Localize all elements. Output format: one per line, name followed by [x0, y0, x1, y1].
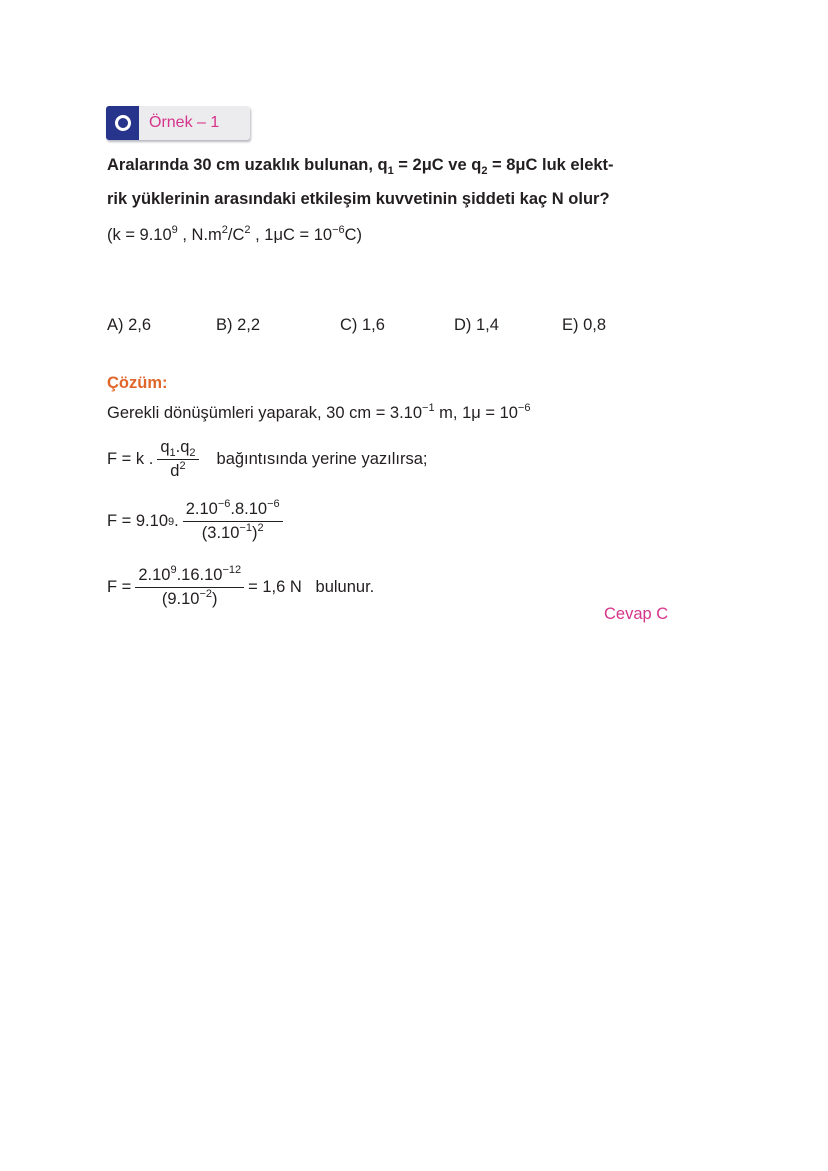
text: Aralarında 30 cm uzaklık bulunan, q — [107, 156, 388, 174]
fraction — [157, 438, 198, 481]
text: 2.10 — [138, 566, 171, 584]
text: F = 9.10 — [107, 512, 168, 530]
denominator — [170, 460, 185, 481]
superscript: −6 — [267, 498, 280, 510]
subscript: 2 — [189, 447, 196, 459]
formula-result — [107, 566, 374, 609]
answer-label: Cevap C — [604, 605, 669, 623]
denominator — [202, 522, 264, 543]
example-badge — [106, 106, 250, 140]
superscript: −6 — [332, 224, 345, 236]
text: ) — [212, 590, 218, 608]
superscript: 2 — [221, 224, 228, 236]
option-e: E) 0,8 — [562, 316, 607, 334]
badge-square — [106, 106, 139, 140]
result-text: = 1,6 N bulunur. — [248, 578, 375, 596]
text: ) — [251, 524, 258, 542]
option-b: B) 2,2 — [216, 316, 261, 334]
text: F = k . — [107, 450, 154, 468]
question-constants — [107, 226, 362, 245]
text: 2.10 — [185, 500, 218, 518]
subscript: 2 — [481, 165, 488, 177]
text: C) — [344, 226, 363, 244]
text: Gerekli dönüşümleri yaparak, 30 cm = 3.10 — [107, 404, 423, 422]
numerator — [183, 500, 283, 522]
text: m, 1μ = 10 — [434, 404, 518, 422]
superscript: 9 — [170, 564, 177, 576]
text: F = — [107, 578, 132, 596]
option-a: A) 2,6 — [107, 316, 152, 334]
text: /C — [227, 226, 245, 244]
text: = 2μC ve q — [393, 156, 482, 174]
question-line-2: rik yüklerinin arasındaki etkileşim kuvvetinin şiddeti kaç N olur? — [107, 190, 610, 208]
text: , N.m — [177, 226, 222, 244]
superscript: −2 — [199, 588, 213, 600]
subscript: 1 — [387, 165, 394, 177]
text: = 8μC luk elekt- — [487, 156, 614, 174]
text: (k = 9.10 — [107, 226, 172, 244]
text: bağıntısında yerine yazılırsa; — [216, 450, 428, 468]
formula-coulomb — [107, 438, 427, 481]
text: .8.10 — [230, 500, 268, 518]
ring-icon — [115, 115, 131, 131]
denominator — [162, 588, 218, 609]
superscript: 2 — [244, 224, 251, 236]
superscript: −12 — [222, 564, 242, 576]
superscript: 2 — [257, 522, 264, 534]
text: , 1μC = 10 — [250, 226, 333, 244]
option-c: C) 1,6 — [340, 316, 385, 334]
question-line-1 — [107, 156, 614, 175]
superscript: 2 — [179, 460, 186, 472]
text: (9.10 — [161, 590, 200, 608]
formula-substitution: F = 9.10 9 . $\frac{2.10^{-6}.8.10^{-6}}{(3.10^{-1})^2}$ — [107, 500, 287, 543]
text: .16.10 — [176, 566, 223, 584]
text: . — [174, 512, 179, 530]
badge-label: Örnek – 1 — [149, 114, 220, 131]
superscript: −6 — [517, 402, 531, 414]
solution-step-1 — [107, 404, 530, 423]
superscript: −6 — [217, 498, 231, 510]
text: d — [170, 462, 180, 480]
text: q — [160, 438, 170, 456]
subscript: 1 — [169, 447, 176, 459]
numerator — [135, 566, 244, 588]
text: (3.10 — [201, 524, 240, 542]
text: .q — [175, 438, 190, 456]
numerator — [157, 438, 198, 460]
fraction — [135, 566, 244, 609]
superscript: 9 — [171, 224, 178, 236]
solution-heading: Çözüm: — [107, 374, 168, 392]
superscript: −1 — [239, 522, 252, 534]
superscript: −1 — [422, 402, 435, 414]
option-d: D) 1,4 — [454, 316, 499, 334]
fraction — [183, 500, 283, 543]
